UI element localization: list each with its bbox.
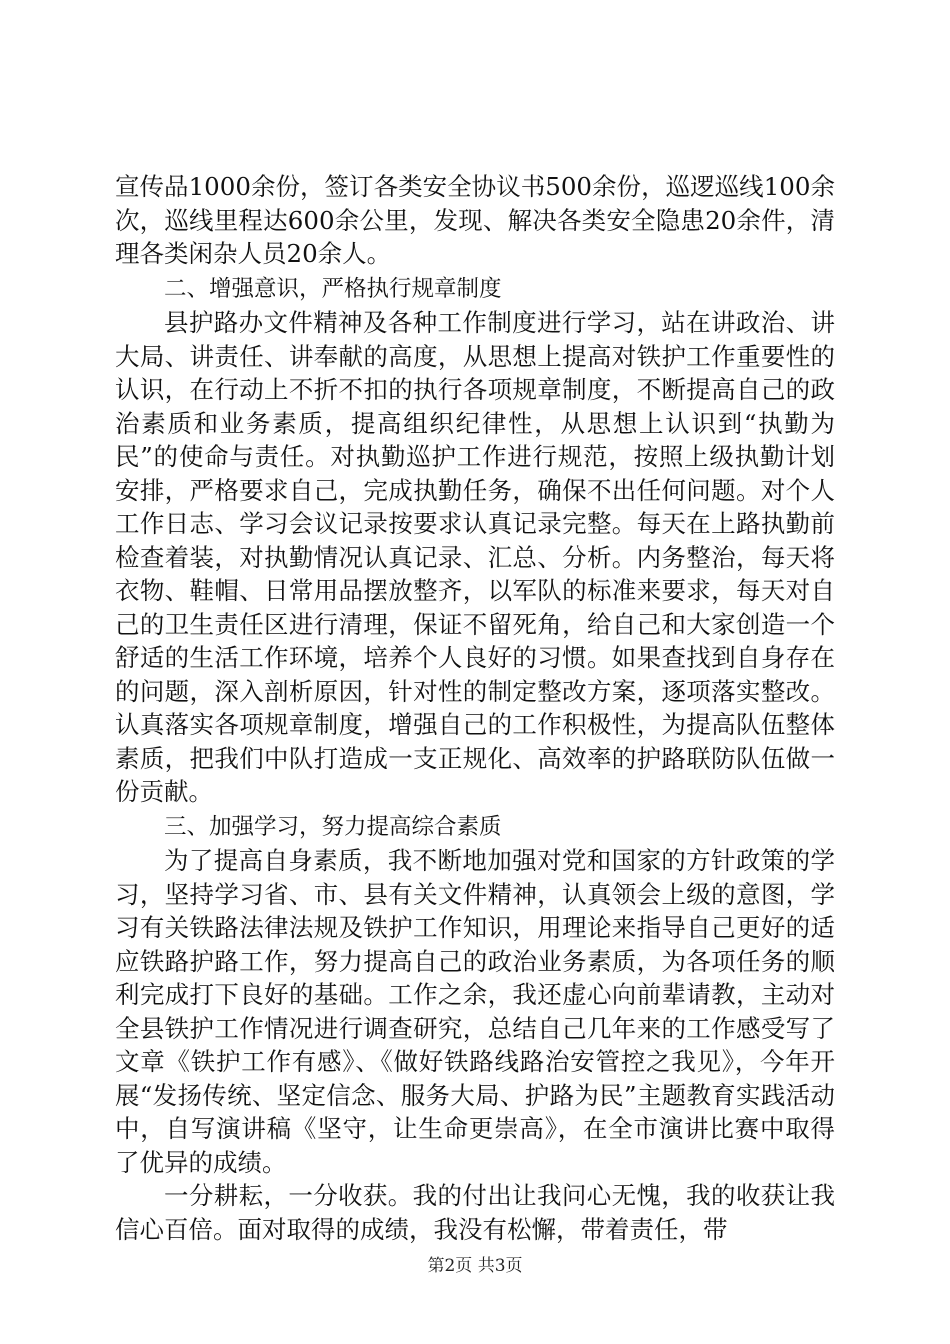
section-heading-3 bbox=[115, 809, 835, 845]
section-heading-2 bbox=[115, 271, 835, 307]
paragraph-conclusion: 一分耕耘，一分收获。我的付出让我问心无愧，我的收获让我信心百倍。面对取得的成绩，我没有松懈，带着责任，带 bbox=[115, 1181, 835, 1244]
page-footer: 第2页 共3页 bbox=[427, 1256, 523, 1276]
paragraph-study: 为了提高自身素质，我不断地加强对党和国家的方针政策的学习，坚持学习省、市、县有关文件精神，认真领会上级的意图，学习有关铁路法律法规及铁护工作知识，用理论来指导自己更好的适应铁路护路工作，努力提高自己的政治业务素质，为各项任务的顺利完成打下良好的基础。工作之余，我还虚心向前辈请教，主动对全县铁护工作情况进行调查研究，总结自己几年来的工作感受写了文章《铁护工作有感》、《做好铁路线路治安管控之我见》，今年开展“发扬传统、坚定信念、服务大局、护路为民”主题教育实践活动中，自写演讲稿《坚守，让生命更崇高》，在全市演讲比赛中取得了优异的成绩。 bbox=[115, 846, 835, 1177]
document-body bbox=[115, 170, 835, 1246]
paragraph-regulations: 县护路办文件精神及各种工作制度进行学习，站在讲政治、讲大局、讲责任、讲奉献的高度，从思想上提高对铁护工作重要性的认识，在行动上不折不扣的执行各项规章制度，不断提高自己的政治素质和业务素质，提高组织纪律性，从思想上认识到“执勤为民”的使命与责任。对执勤巡护工作进行规范，按照上级执勤计划安排，严格要求自己，完成执勤任务，确保不出任何问题。对个人工作日志、学习会议记录按要求认真记录完整。每天在上路执勤前检查着装，对执勤情况认真记录、汇总、分析。内务整治，每天将衣物、鞋帽、日常用品摆放整齐，以军队的标准来要求，每天对自己的卫生责任区进行清理，保证不留死角，给自己和大家创造一个舒适的生活工作环境，培养个人良好的习惯。如果查找到自身存在的问题，深入剖析原因，针对性的制定整改方案，逐项落实整改。认真落实各项规章制度，增强自己的工作积极性，为提高队伍整体素质，把我们中队打造成一支正规化、高效率的护路联防队伍做一份贡献。 bbox=[115, 308, 835, 806]
paragraph-continued: 宣传品1000余份，签订各类安全协议书500余份，巡逻巡线100余次，巡线里程达600余公里，发现、解决各类安全隐患20余件，清理各类闲杂人员20余人。 bbox=[115, 172, 835, 268]
section-heading-2-text: 二、增强意识，严格执行规章制度 bbox=[164, 275, 502, 302]
section-heading-3-text: 三、加强学习，努力提高综合素质 bbox=[164, 813, 502, 840]
